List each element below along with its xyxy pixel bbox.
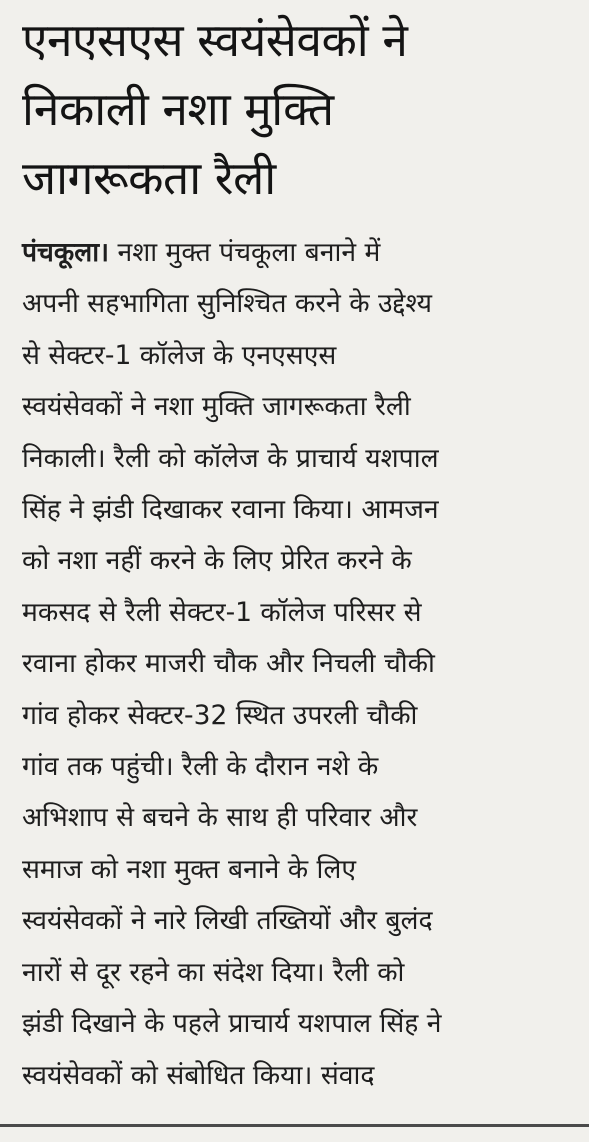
dateline: पंचकूला।	[22, 237, 110, 268]
article-line: सिंह ने झंडी दिखाकर रवाना किया। आमजन	[22, 494, 439, 526]
headline-line: जागरूकता रैली	[22, 151, 276, 205]
headline	[22, 6, 579, 213]
article-line: स्वयंसेवकों को संबोधित किया। संवाद	[22, 1059, 375, 1091]
article-line: को नशा नहीं करने के लिए प्रेरित करने के	[22, 545, 412, 577]
article-line-text: नशा मुक्त पंचकूला बनाने में	[117, 237, 381, 268]
article-line: रवाना होकर माजरी चौक और निचली चौकी	[22, 648, 435, 680]
headline-line: निकाली नशा मुक्ति	[22, 82, 334, 136]
article-line	[22, 227, 579, 278]
article-line: समाज को नशा मुक्त बनाने के लिए	[22, 853, 357, 885]
article-body	[22, 227, 579, 1101]
article-line: से सेक्टर-1 कॉलेज के एनएसएस	[22, 339, 337, 371]
bottom-rule-divider	[0, 1124, 589, 1127]
article-line: झंडी दिखाने के पहले प्राचार्य यशपाल सिंह ने	[22, 1008, 442, 1040]
article-line: नारों से दूर रहने का संदेश दिया। रैली को	[22, 956, 405, 988]
article-line: स्वयंसेवकों ने नशा मुक्ति जागरूकता रैली	[22, 391, 411, 423]
article-line: स्वयंसेवकों ने नारे लिखी तख्तियों और बुलंद	[22, 905, 433, 937]
headline-line: एनएसएस स्वयंसेवकों ने	[22, 13, 408, 67]
article-line: गांव होकर सेक्टर-32 स्थित उपरली चौकी	[22, 699, 418, 731]
article-line: मकसद से रैली सेक्टर-1 कॉलेज परिसर से	[22, 596, 422, 628]
article-line: गांव तक पहुंची। रैली के दौरान नशे के	[22, 751, 379, 783]
article-line: निकाली। रैली को कॉलेज के प्राचार्य यशपाल	[22, 442, 439, 474]
article-line: अपनी सहभागिता सुनिश्चित करने के उद्देश्य	[22, 288, 432, 320]
article-line: अभिशाप से बचने के साथ ही परिवार और	[22, 802, 418, 834]
